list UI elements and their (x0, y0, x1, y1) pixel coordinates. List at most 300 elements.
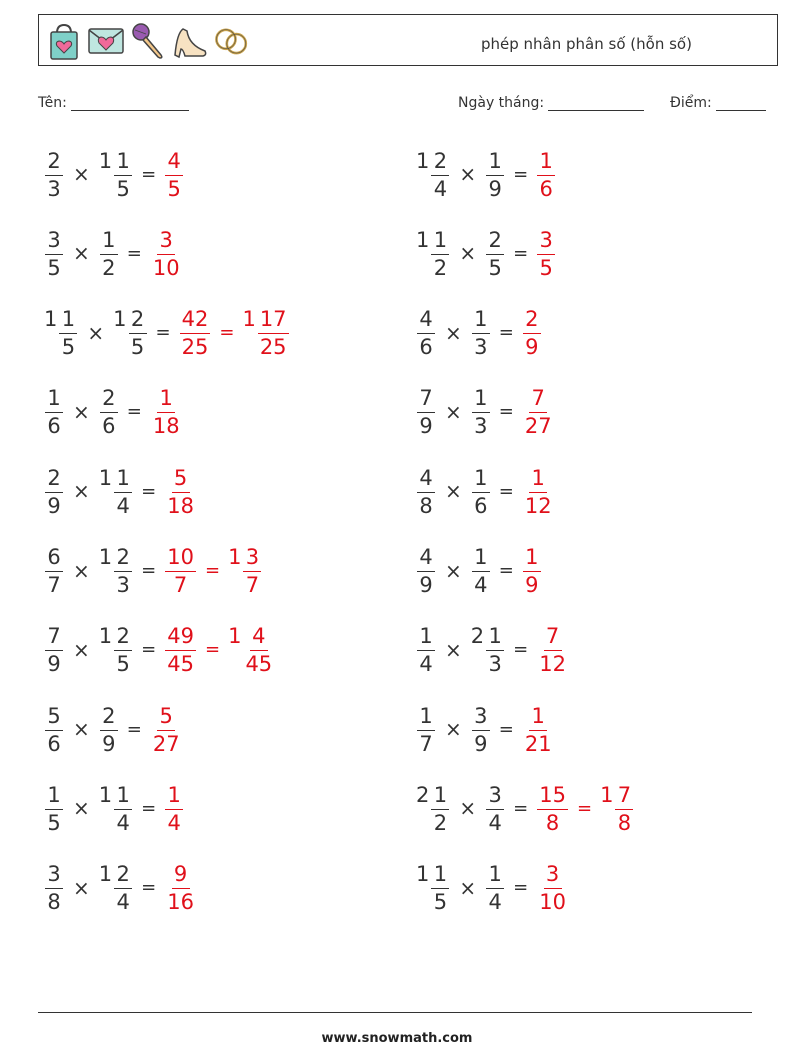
factor-a-denominator: 5 (61, 335, 76, 360)
factor-a-fraction (431, 864, 449, 913)
factor-b-numerator: 3 (486, 785, 504, 810)
answer-improper-denominator: 27 (524, 414, 552, 439)
factor-b-mixed-number (99, 783, 133, 834)
factor-a-denominator: 2 (433, 810, 448, 835)
factor-b-fraction (486, 227, 504, 280)
answer-improper-denominator: 5 (167, 176, 181, 201)
factor-b-denominator: 4 (488, 810, 502, 835)
factor-a-fraction (45, 465, 63, 518)
answer-improper-denominator: 27 (152, 731, 180, 756)
factor-a-mixed-number (416, 862, 450, 913)
factor-b-denominator: 4 (116, 493, 130, 518)
factor-a-denominator: 3 (47, 176, 61, 201)
factor-b-denominator: 4 (116, 890, 130, 915)
equals-sign: = (141, 797, 157, 819)
factor-b-fraction (129, 309, 147, 358)
factor-b-numerator: 1 (114, 785, 132, 810)
factor-b-denominator: 5 (116, 652, 130, 677)
factor-a-numerator: 2 (45, 468, 63, 493)
problem-item (416, 298, 542, 368)
factor-b-whole: 1 (98, 148, 113, 173)
times-sign: × (459, 796, 477, 821)
factor-a-numerator: 1 (59, 309, 77, 334)
answer (536, 228, 556, 279)
answer-improper-mixed-number (164, 149, 184, 200)
factor-b-mixed-number (113, 307, 147, 358)
answer-mixed-whole: 1 (228, 545, 242, 569)
factor-a-denominator: 5 (433, 890, 448, 915)
factor-a-fraction (45, 148, 63, 201)
equals-sign: = (513, 639, 529, 661)
answer-improper-denominator: 18 (167, 493, 194, 518)
factor-b-fraction (100, 227, 118, 280)
date-field (458, 95, 644, 111)
factor-a-fraction (45, 626, 63, 675)
answer-improper-numerator: 2 (523, 309, 541, 334)
answer-improper-fraction (165, 148, 183, 201)
footer-divider (38, 1012, 752, 1013)
equals-sign: = (141, 560, 157, 581)
factor-b-mixed-number (485, 228, 505, 279)
factor-b-whole: 1 (98, 782, 113, 807)
factor-b-fraction (114, 626, 132, 675)
factor-a-mixed-number (416, 783, 450, 834)
answer-improper-mixed-number (164, 624, 197, 675)
factor-b-denominator: 5 (116, 176, 130, 201)
name-field (38, 95, 189, 111)
factor-a-denominator: 2 (433, 255, 448, 280)
answer-mixed-whole: 1 (242, 307, 256, 332)
answer-mixed-whole: 1 (228, 624, 242, 649)
answer-improper-fraction (523, 547, 541, 596)
factor-a-numerator: 1 (45, 388, 63, 413)
factor-b-mixed-number (471, 704, 491, 755)
factor-b-denominator: 5 (130, 335, 145, 360)
factor-a-numerator: 7 (417, 388, 435, 413)
factor-b-numerator: 1 (100, 230, 118, 255)
equals-sign: = (141, 480, 157, 502)
answer-improper-denominator: 21 (524, 731, 552, 756)
factor-a-denominator: 9 (47, 493, 61, 518)
answer-improper-numerator: 1 (523, 547, 541, 572)
factor-a-denominator: 9 (419, 573, 433, 597)
factor-b-whole: 1 (98, 465, 113, 490)
answer-mixed-denominator: 8 (617, 810, 632, 835)
answer-improper-mixed-number (150, 228, 183, 279)
score-blank[interactable] (716, 110, 766, 111)
answer-improper-denominator: 9 (525, 573, 539, 597)
factor-b-whole: 1 (113, 307, 127, 332)
factor-a-fraction (45, 703, 63, 756)
equals-sign: = (513, 163, 529, 185)
answer-improper-mixed-number (164, 466, 197, 517)
factor-b-mixed-number (99, 466, 133, 517)
factor-a-mixed-number (416, 624, 436, 675)
problem-item (416, 615, 569, 685)
answer-improper-fraction (165, 782, 183, 835)
problem-item (44, 139, 184, 209)
score-label: Điểm: (670, 95, 712, 111)
answer-improper-mixed-number (164, 783, 184, 834)
factor-b-numerator: 2 (486, 230, 504, 255)
answer-improper-numerator: 1 (157, 388, 175, 413)
answer-improper-numerator: 15 (537, 785, 568, 810)
factor-b-mixed-number (99, 862, 133, 913)
answer-improper-denominator: 9 (525, 335, 539, 360)
problem-item (416, 853, 569, 923)
equals-sign: = (155, 322, 171, 344)
answer-improper-numerator: 49 (165, 626, 196, 651)
answer-mixed-mixed-number (242, 307, 289, 358)
factor-a-mixed-number (44, 466, 64, 517)
times-sign: × (445, 717, 462, 742)
answer-improper-mixed-number (179, 307, 212, 358)
factor-a-whole: 1 (416, 227, 430, 252)
factor-a-denominator: 6 (419, 335, 433, 360)
factor-a-fraction (431, 227, 449, 280)
factor-a-fraction (59, 309, 77, 358)
times-sign: × (445, 637, 462, 662)
factor-b-mixed-number (471, 307, 491, 358)
answer (536, 149, 556, 200)
factor-a-numerator: 1 (431, 230, 449, 255)
factor-a-fraction (45, 782, 63, 835)
factor-b-fraction (472, 547, 490, 596)
factor-b-numerator: 1 (114, 468, 132, 493)
factor-b-mixed-number (99, 704, 119, 755)
answer-improper-denominator: 8 (545, 810, 560, 835)
factor-a-mixed-number (416, 466, 436, 517)
times-sign: × (87, 320, 105, 345)
equals-sign: = (513, 797, 529, 819)
factor-b-numerator: 2 (114, 547, 132, 572)
factor-b-denominator: 4 (474, 573, 488, 597)
problem-item (44, 615, 275, 685)
factor-b-mixed-number (99, 228, 119, 279)
factor-b-fraction (100, 388, 118, 437)
answer-improper-fraction (523, 703, 554, 756)
answer (150, 704, 183, 755)
problem-item (44, 298, 290, 368)
factor-b-mixed-number (99, 545, 133, 596)
factor-a-numerator: 1 (45, 785, 63, 810)
problem-item (416, 694, 555, 764)
answer-improper-numerator: 1 (537, 151, 555, 176)
factor-b-fraction (114, 148, 132, 201)
factor-a-mixed-number (44, 545, 64, 596)
factor-b-mixed-number (99, 149, 133, 200)
answer-improper-fraction (523, 309, 541, 358)
factor-a-mixed-number (44, 704, 64, 755)
worksheet-title: phép nhân phân số (hỗn số) (481, 35, 692, 53)
answer (179, 307, 290, 358)
factor-a-numerator: 7 (45, 626, 63, 651)
problem-item (416, 773, 634, 843)
factor-a-numerator: 5 (45, 706, 63, 731)
answer-improper-fraction (537, 626, 568, 675)
answer-improper-fraction (151, 227, 182, 280)
answer-improper-fraction (151, 388, 182, 437)
factor-a-denominator: 8 (419, 493, 433, 518)
factor-a-fraction (45, 227, 63, 280)
factor-b-denominator: 2 (102, 255, 116, 280)
answer-improper-fraction (165, 547, 196, 596)
answer (150, 386, 183, 437)
answer-improper-denominator: 10 (152, 255, 180, 280)
answer-improper-numerator: 7 (544, 626, 562, 651)
times-sign: × (73, 637, 90, 662)
answer-mixed-mixed-number (228, 545, 262, 596)
answer-improper-mixed-number (536, 624, 569, 675)
problem-item (44, 377, 183, 447)
factor-a-numerator: 4 (417, 468, 435, 493)
answer (164, 783, 184, 834)
answer (150, 228, 183, 279)
factor-b-numerator: 2 (114, 864, 132, 889)
factor-b-fraction (114, 465, 132, 518)
equals-sign: = (498, 560, 514, 581)
factor-a-mixed-number (416, 545, 436, 596)
answer-mixed-numerator: 4 (250, 626, 268, 651)
answer (522, 704, 555, 755)
equals-sign: = (141, 163, 157, 185)
factor-b-mixed-number (485, 149, 505, 200)
answer-mixed-denominator: 45 (245, 652, 273, 677)
factor-b-denominator: 3 (474, 414, 488, 439)
answer-improper-denominator: 5 (539, 255, 553, 280)
factor-a-mixed-number (44, 386, 64, 437)
factor-a-fraction (431, 148, 449, 201)
equals-sign: = (141, 639, 157, 661)
factor-a-fraction (45, 547, 63, 596)
factor-a-denominator: 4 (419, 652, 433, 677)
times-sign: × (73, 796, 90, 821)
factor-a-denominator: 5 (47, 810, 61, 835)
answer-improper-denominator: 18 (152, 414, 180, 439)
factor-b-denominator: 9 (488, 176, 502, 201)
factor-b-numerator: 1 (486, 864, 504, 889)
answer-improper-fraction (151, 703, 182, 756)
answer-mixed-fraction (243, 547, 261, 596)
factor-a-denominator: 5 (47, 255, 61, 280)
factor-b-numerator: 1 (486, 626, 504, 651)
answer-improper-numerator: 1 (529, 468, 547, 493)
factor-a-mixed-number (416, 228, 450, 279)
answer-mixed-mixed-number (600, 783, 634, 834)
answer (164, 466, 197, 517)
factor-b-mixed-number (485, 862, 505, 913)
factor-b-fraction (114, 782, 132, 835)
answer-improper-denominator: 10 (539, 890, 566, 915)
answer-improper-denominator: 25 (181, 335, 209, 360)
factor-b-fraction (472, 465, 490, 518)
answer (522, 386, 555, 437)
factor-a-denominator: 4 (433, 176, 448, 201)
problem-item (44, 456, 197, 526)
times-sign: × (73, 241, 90, 266)
answer (522, 545, 542, 596)
answer-improper-mixed-number (150, 704, 183, 755)
factor-b-fraction (472, 309, 490, 358)
times-sign: × (73, 479, 90, 504)
factor-a-mixed-number (416, 704, 436, 755)
factor-a-denominator: 7 (419, 731, 433, 756)
answer-improper-fraction (537, 148, 555, 201)
answer-improper-numerator: 5 (157, 706, 175, 731)
answer-improper-mixed-number (522, 545, 542, 596)
date-blank[interactable] (548, 110, 644, 111)
shopping-bag-heart-icon (45, 21, 83, 61)
factor-b-mixed-number (485, 783, 505, 834)
factor-b-denominator: 4 (116, 810, 130, 835)
factor-a-mixed-number (416, 386, 436, 437)
factor-a-fraction (417, 388, 435, 437)
answer-improper-numerator: 1 (529, 706, 547, 731)
answer-mixed-numerator: 7 (615, 785, 633, 810)
factor-a-whole: 2 (416, 782, 430, 807)
answer-improper-numerator: 7 (529, 388, 547, 413)
answer-equals-sign: = (204, 639, 221, 661)
answer-mixed-denominator: 7 (245, 573, 260, 597)
answer-mixed-denominator: 25 (259, 335, 287, 360)
answer (164, 624, 275, 675)
answer-improper-mixed-number (536, 783, 569, 834)
answer-improper-denominator: 6 (539, 176, 553, 201)
high-heel-shoe-icon (171, 21, 209, 61)
equals-sign: = (498, 322, 514, 344)
factor-b-mixed-number (99, 386, 119, 437)
problem-item (44, 853, 197, 923)
factor-b-mixed-number (99, 624, 133, 675)
problem-item (416, 377, 555, 447)
factor-b-numerator: 1 (472, 309, 490, 334)
answer-improper-denominator: 4 (167, 810, 181, 835)
times-sign: × (73, 162, 90, 186)
factor-b-fraction (486, 782, 504, 835)
answer-mixed-whole: 1 (600, 782, 614, 807)
factor-b-denominator: 9 (474, 731, 488, 756)
answer-improper-mixed-number (522, 307, 542, 358)
times-sign: × (459, 241, 477, 266)
factor-b-denominator: 3 (488, 652, 502, 677)
times-sign: × (73, 399, 90, 424)
factor-b-mixed-number (471, 624, 505, 675)
factor-a-denominator: 6 (47, 731, 61, 756)
equals-sign: = (513, 877, 529, 899)
factor-a-numerator: 1 (431, 864, 449, 889)
problem-item (416, 456, 555, 526)
love-letter-icon (87, 21, 125, 61)
factor-b-fraction (486, 864, 504, 913)
factor-a-mixed-number (44, 228, 64, 279)
factor-a-mixed-number (44, 624, 64, 675)
answer-improper-numerator: 10 (165, 547, 196, 572)
answer-equals-sign: = (576, 797, 593, 819)
factor-b-denominator: 5 (488, 255, 502, 280)
factor-a-whole: 1 (416, 148, 430, 173)
factor-b-numerator: 1 (472, 547, 490, 572)
times-sign: × (445, 320, 462, 345)
factor-b-fraction (486, 626, 504, 675)
factor-a-mixed-number (44, 862, 64, 913)
times-sign: × (445, 399, 462, 424)
factor-a-mixed-number (44, 307, 78, 358)
answer-improper-fraction (523, 388, 554, 437)
factor-b-whole: 1 (98, 545, 113, 569)
times-sign: × (445, 479, 462, 504)
answer-improper-numerator: 1 (165, 785, 183, 810)
equals-sign: = (126, 242, 142, 264)
answer-improper-denominator: 7 (173, 573, 188, 597)
factor-a-numerator: 2 (45, 151, 63, 176)
factor-b-whole: 1 (98, 624, 113, 649)
factor-b-denominator: 4 (488, 890, 502, 915)
answer (164, 862, 197, 913)
equals-sign: = (513, 242, 529, 264)
factor-b-mixed-number (471, 386, 491, 437)
answer-improper-mixed-number (536, 228, 556, 279)
answer-equals-sign: = (204, 560, 221, 581)
factor-a-mixed-number (44, 149, 64, 200)
factor-a-numerator: 1 (417, 626, 435, 651)
answer-improper-fraction (165, 626, 196, 675)
factor-a-denominator: 6 (47, 414, 61, 439)
factor-b-numerator: 3 (472, 706, 490, 731)
answer-improper-numerator: 5 (172, 468, 190, 493)
factor-a-fraction (417, 309, 435, 358)
microphone-icon (129, 21, 167, 61)
factor-a-numerator: 1 (431, 785, 449, 810)
answer-mixed-numerator: 3 (243, 547, 261, 572)
factor-a-fraction (417, 547, 435, 596)
answer-improper-numerator: 4 (165, 151, 183, 176)
name-label: Tên: (38, 95, 67, 111)
equals-sign: = (498, 480, 514, 502)
wedding-rings-icon (213, 21, 251, 61)
factor-b-numerator: 1 (486, 151, 504, 176)
factor-b-fraction (486, 148, 504, 201)
factor-a-denominator: 9 (47, 652, 61, 677)
answer-improper-mixed-number (150, 386, 183, 437)
equals-sign: = (498, 718, 514, 740)
answer (536, 624, 569, 675)
problem-item (44, 218, 183, 288)
factor-b-denominator: 3 (474, 335, 488, 360)
factor-a-fraction (45, 864, 63, 913)
times-sign: × (73, 875, 90, 900)
times-sign: × (445, 558, 462, 583)
factor-b-numerator: 1 (114, 151, 132, 176)
factor-a-denominator: 9 (419, 414, 433, 439)
factor-a-numerator: 2 (431, 151, 449, 176)
factor-a-mixed-number (416, 307, 436, 358)
equals-sign: = (126, 718, 142, 740)
factor-a-mixed-number (416, 149, 450, 200)
answer-improper-mixed-number (536, 862, 569, 913)
name-blank[interactable] (71, 110, 189, 111)
factor-b-fraction (472, 388, 490, 437)
answer-improper-numerator: 3 (537, 230, 555, 255)
date-label: Ngày tháng: (458, 95, 545, 111)
score-field (670, 95, 766, 111)
answer-improper-mixed-number (522, 466, 555, 517)
answer-improper-mixed-number (522, 386, 555, 437)
problem-item (416, 139, 556, 209)
factor-b-mixed-number (471, 545, 491, 596)
answer-improper-fraction (165, 864, 196, 913)
times-sign: × (459, 162, 477, 186)
answer-improper-mixed-number (536, 149, 556, 200)
